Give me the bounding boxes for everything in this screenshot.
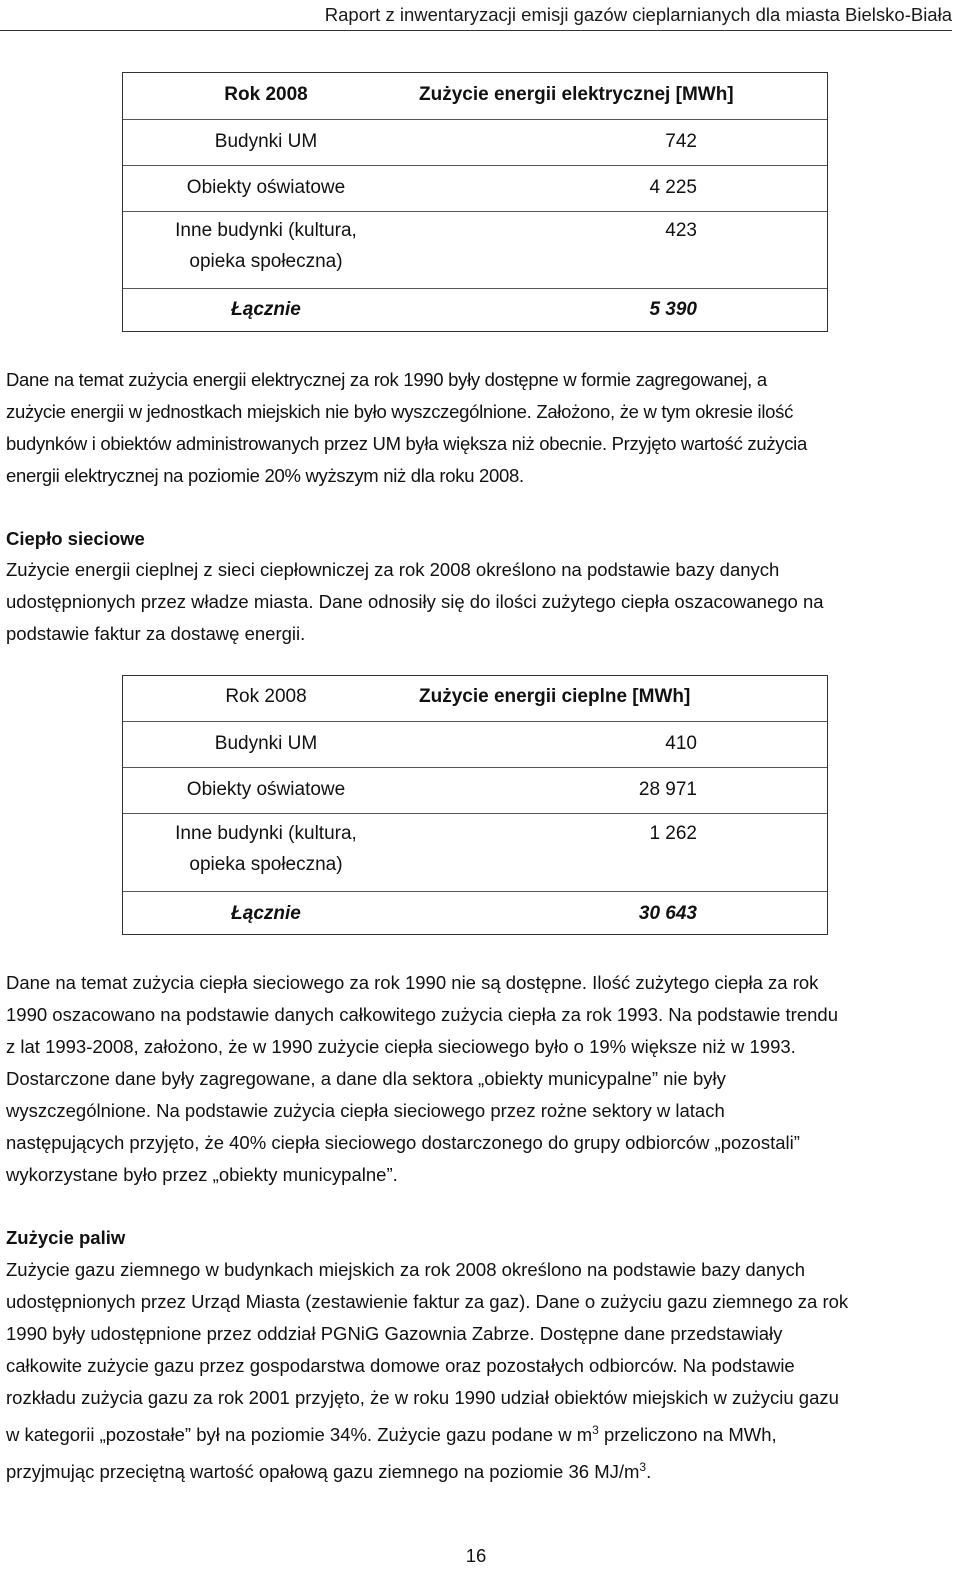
text-line: Dostarczone dane były zagregowane, a dane dla sektora „obiekty municypalne” nie były	[6, 1068, 726, 1089]
row-label: Obiekty oświatowe	[186, 779, 346, 800]
row-value: 410	[665, 733, 697, 754]
text-line: zużycie energii w jednostkach miejskich nie było wyszczególnione. Założono, że w tym okresie ilość	[6, 401, 794, 422]
table-header-consumption: Zużycie energii cieplne [MWh]	[419, 686, 691, 707]
row-label-line1: Inne budynki (kultura,	[175, 823, 357, 844]
table-header-year: Rok 2008	[224, 84, 308, 105]
text-line: Dane na temat zużycia energii elektrycznej za rok 1990 były dostępne w formie zagregowanej, a	[6, 369, 767, 390]
paragraph-district-heat	[6, 554, 950, 650]
header-divider	[0, 30, 952, 31]
table-header-consumption: Zużycie energii elektrycznej [MWh]	[419, 84, 734, 105]
text-line	[6, 1414, 950, 1451]
table-header-year: Rok 2008	[225, 686, 307, 707]
text-line: wyszczególnione. Na podstawie zużycia ciepła sieciowego przez rożne sektory w latach	[6, 1100, 725, 1121]
text-line: Zużycie gazu ziemnego w budynkach miejskich za rok 2008 określono na podstawie bazy danych	[6, 1259, 806, 1280]
text-line: następujących przyjęto, że 40% ciepła sieciowego dostarczonego do grupy odbiorców „pozostali”	[6, 1132, 800, 1153]
row-label: Budynki UM	[214, 131, 318, 152]
total-value: 5 390	[649, 299, 697, 320]
text-fragment: przyjmując przeciętną wartość opałową gazu ziemnego na poziomie 36 MJ/m	[6, 1461, 640, 1483]
text-line: 1990 były udostępnione przez oddział PGNiG Gazownia Zabrze. Dostępne dane przedstawiały	[6, 1323, 783, 1344]
section-heading-district-heat: Ciepło sieciowe	[6, 528, 145, 549]
row-value: 4 225	[649, 177, 697, 198]
total-label: Łącznie	[231, 903, 301, 924]
superscript: 3	[592, 1423, 599, 1437]
row-value: 423	[665, 220, 697, 241]
text-line: podstawie faktur za dostawę energii.	[6, 623, 306, 644]
paragraph-fuel	[6, 1254, 950, 1488]
text-line: Zużycie energii cieplnej z sieci ciepłowniczej za rok 2008 określono na podstawie bazy danych	[6, 559, 780, 580]
text-line: całkowite zużycie gazu przez gospodarstwa domowe oraz pozostałych odbiorców. Na podstawie	[6, 1355, 795, 1376]
text-line: 1990 oszacowano na podstawie danych całkowitego zużycia ciepła za rok 1993. Na podstawie trendu	[6, 1004, 838, 1025]
table-header-row	[123, 73, 827, 119]
total-label: Łącznie	[231, 299, 301, 320]
page-number: 16	[465, 1545, 487, 1566]
table-row	[123, 721, 827, 767]
table-header-row	[123, 676, 827, 721]
superscript: 3	[639, 1460, 647, 1475]
row-label: Obiekty oświatowe	[186, 177, 346, 198]
table-row	[123, 211, 827, 288]
row-label-line1: Inne budynki (kultura,	[175, 220, 357, 241]
text-line: rozkładu zużycia gazu za rok 2001 przyjęto, że w roku 1990 udział obiektów miejskich w zużyciu gazu	[6, 1387, 839, 1408]
text-line: budynków i obiektów administrowanych przez UM była większa niż obecnie. Przyjęto wartość zużycia	[6, 433, 807, 454]
text-line	[6, 1451, 950, 1488]
row-label-line2: opieka społeczna)	[189, 251, 343, 272]
text-fragment: .	[646, 1461, 652, 1483]
table-row	[123, 813, 827, 891]
text-line: wykorzystane było przez „obiekty municypalne”.	[6, 1164, 398, 1185]
running-header: Raport z inwentaryzacji emisji gazów cieplarnianych dla miasta Bielsko-Biała	[324, 4, 952, 25]
table-row	[123, 767, 827, 813]
row-value: 1 262	[649, 823, 697, 844]
electricity-table	[122, 72, 828, 332]
table-total-row	[123, 891, 827, 937]
heat-table	[122, 675, 828, 935]
text-line: udostępnionych przez Urząd Miasta (zestawienie faktur za gaz). Dane o zużyciu gazu ziemnego za rok	[6, 1291, 849, 1312]
paragraph-heat-1990	[6, 967, 950, 1191]
table-row	[123, 165, 827, 211]
text-line: udostępnionych przez władze miasta. Dane odnosiły się do ilości zużytego ciepła oszacowanego na	[6, 591, 824, 612]
section-heading-fuel: Zużycie paliw	[6, 1227, 126, 1248]
text-line: energii elektrycznej na poziomie 20% wyższym niż dla roku 2008.	[6, 465, 524, 486]
row-label: Budynki UM	[214, 733, 318, 754]
text-line: Dane na temat zużycia ciepła sieciowego za rok 1990 nie są dostępne. Ilość zużytego ciepła za rok	[6, 972, 819, 993]
text-fragment: przeliczono na MWh,	[598, 1424, 777, 1446]
text-line: z lat 1993-2008, założono, że w 1990 zużycie ciepła sieciowego było o 19% większe niż w 1993.	[6, 1036, 796, 1057]
row-value: 28 971	[638, 779, 697, 800]
row-label-line2: opieka społeczna)	[189, 854, 343, 875]
row-value: 742	[665, 131, 697, 152]
table-total-row	[123, 288, 827, 333]
text-fragment: w kategorii „pozostałe” był na poziomie 34%. Zużycie gazu podane w m	[6, 1424, 593, 1446]
total-value: 30 643	[638, 903, 697, 924]
paragraph-electricity-1990	[6, 364, 950, 492]
table-row	[123, 119, 827, 165]
